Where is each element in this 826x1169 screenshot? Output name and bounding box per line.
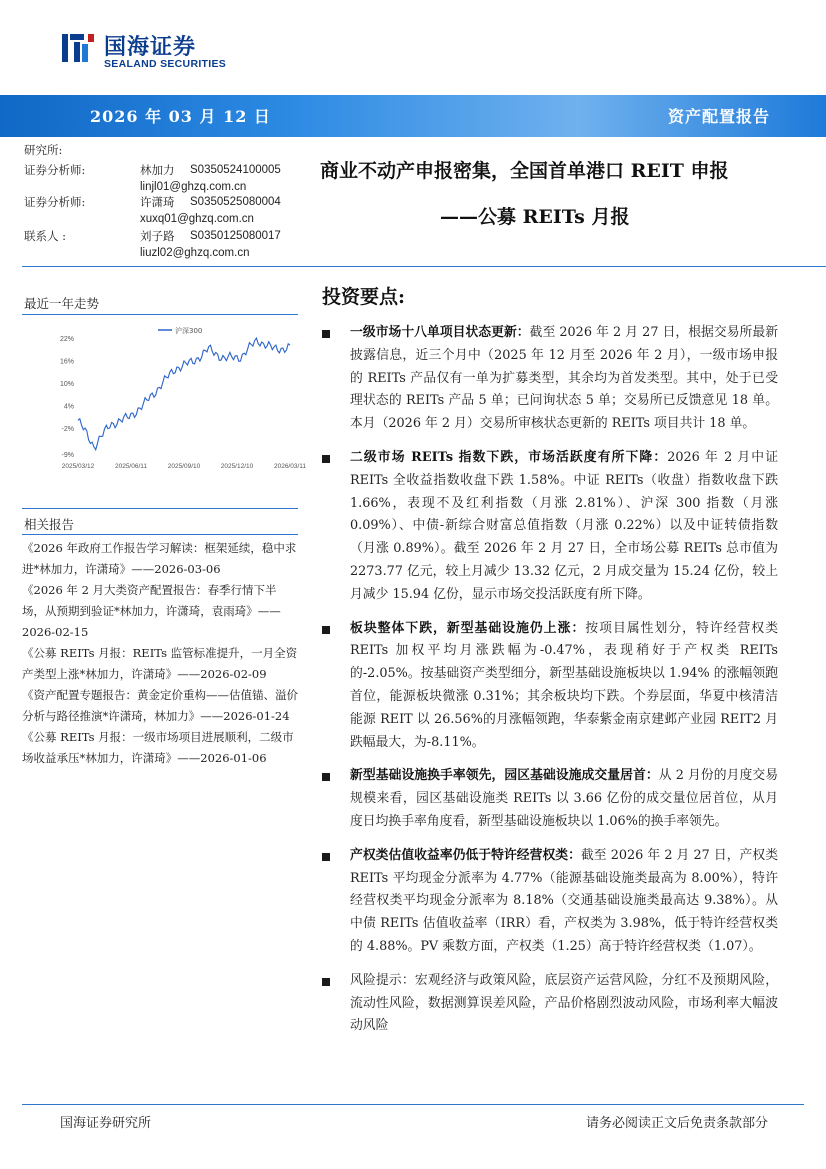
hs300-trend-chart — [40, 320, 307, 480]
bullet-square-icon — [322, 626, 330, 634]
bullet-square-icon — [322, 853, 330, 861]
related-report-item[interactable]: 《公募 REITs 月报：REITs 监管标准提升，一月全资产类型上涨*林加力，许潇琦》——2026-02-09 — [22, 646, 298, 681]
key-point-lead: 产权类估值收益率仍低于特许经营权类： — [350, 847, 581, 863]
contact-cert: S0350125080017 — [190, 230, 281, 242]
y-tick-label: 4% — [63, 403, 74, 411]
related-report-item[interactable]: 《资产配置专题报告：黄金定价重构——估值锚、溢价分析与路径推演*许潇琦，林加力》——2026-01-24 — [22, 688, 298, 723]
logo-english-name: SEALAND SECURITIES — [104, 58, 227, 70]
related-heading: 相关报告 — [24, 517, 75, 532]
analyst-email-2[interactable]: xuxq01@ghzq.com.cn — [140, 213, 254, 225]
analyst-email-1[interactable]: linjl01@ghzq.com.cn — [140, 181, 247, 193]
analyst-cert-1: S0350524100005 — [190, 164, 281, 176]
analyst-role-2: 证券分析师: — [24, 195, 86, 209]
risk-warning-text: 风险提示：宏观经济与政策风险，底层资产运营风险，分红不及预期风险，流动性风险，数据测算误差风险，产品价格剧烈波动风险，市场利率大幅波动风险 — [350, 972, 778, 1034]
footer-disclaimer: 请务必阅读正文后免责条款部分 — [585, 1116, 768, 1131]
related-divider — [22, 534, 298, 535]
analyst-name-1: 林加力 — [140, 163, 175, 177]
footer-institute: 国海证券研究所 — [60, 1116, 152, 1131]
y-tick-label: 22% — [59, 336, 74, 343]
related-report-item[interactable]: 《公募 REITs 月报：一级市场项目进展顺利，二级市场收益承压*林加力，许潇琦》——2026-01-06 — [22, 730, 294, 765]
related-reports-list — [22, 538, 298, 769]
risk-warning-item — [322, 970, 778, 1038]
key-point-item — [322, 765, 778, 833]
chart-divider — [22, 508, 298, 509]
key-point-item — [322, 322, 778, 436]
y-tick-label: 16% — [59, 358, 74, 366]
contact-email[interactable]: liuzl02@ghzq.com.cn — [140, 247, 250, 259]
report-subtitle: ——公募 REITs 月报 — [440, 206, 630, 228]
report-title: 商业不动产申报密集，全国首单港口 REIT 申报 — [320, 160, 729, 182]
key-points-heading: 投资要点: — [322, 286, 406, 308]
contact-name: 刘子路 — [140, 229, 175, 243]
analyst-name-2: 许潇琦 — [140, 195, 175, 209]
key-point-text: 从 2 月份的月度交易规模来看，园区基础设施类 REITs 以 3.66 亿份的成交量位居首位，从月度日均换手率角度看，新型基础设施板块以 1.06%的换手率领先。 — [350, 768, 779, 829]
legend-label: 沪深300 — [175, 327, 203, 335]
bullet-square-icon — [322, 773, 330, 781]
x-tick-label: 2025/03/12 — [61, 463, 95, 470]
x-tick-label: 2025/09/10 — [167, 463, 201, 470]
report-type: 资产配置报告 — [667, 107, 770, 126]
key-point-text: 2026 年 2 月中证 REITs 全收益指数收盘下跌 1.58%。中证 REITs（收盘）指数收盘下跌 1.66%，表现不及红利指数（月涨 2.81%）、沪深 300 指数（月涨 0.09%）、中债-新综合财富总值指数（月涨 0.22%）以及中证转债指数（月涨 0.89%）。截至 2026 年 2 月 27 日，全市场公募 REITs 总市值为 2273.77 亿元，较上月减少 13.32 亿元，2 月成交量为 15.24 亿份，较上月减少 15.94 亿份，显示市场交投活跃度有所下降。 — [350, 449, 778, 602]
trend-heading: 最近一年走势 — [24, 296, 100, 311]
key-point-lead: 新型基础设施换手率领先，园区基础设施成交量居首： — [350, 768, 659, 784]
key-point-item — [322, 618, 778, 755]
bullet-square-icon — [322, 978, 330, 986]
key-point-text: 截至 2026 年 2 月 27 日，产权类 REITs 平均现金分派率为 4.77%（能源基础设施类最高为 8.00%），特许经营权类平均现金分派率为 8.18%（交通基础设施类最高达 9.38%）。从中债 REITs 估值收益率（IRR）看，产权类为 3.98%，低于特许经营权类的 4.88%。PV 乘数方面，产权类（1.25）高于特许经营权类（1.07）。 — [350, 847, 778, 954]
logo-chinese-name: 国海证券 — [104, 35, 197, 60]
key-point-lead: 板块整体下跌，新型基础设施仍上涨： — [350, 620, 586, 636]
key-point-text: 按项目属性划分，特许经营权类 REITs 加权平均月涨跌幅为-0.47%，表现稍好于产权类 REITs 的-2.05%。按基础资产类型细分，新型基础设施板块以 1.94% 的涨幅领跑首位，能源板块微涨 0.31%；其余板块均下跌。个券层面，华夏中核清洁能源 REIT 以 26.56%的月涨幅领跑，华泰紫金南京建邺产业园 REIT2 月跌幅最大，为-8.11%。 — [350, 620, 779, 750]
related-report-item[interactable]: 《2026 年 2 月大类资产配置报告：春季行情下半场，从预期到验证*林加力，许潇琦，袁雨琦》——2026-02-15 — [22, 583, 281, 639]
y-tick-label: 10% — [59, 380, 74, 388]
sealand-logo-icon — [60, 30, 96, 66]
bullet-square-icon — [322, 330, 330, 338]
x-tick-label: 2025/06/11 — [114, 463, 148, 470]
x-tick-label: 2026/03/11 — [273, 463, 307, 470]
key-point-item — [322, 845, 778, 959]
key-points-list — [322, 322, 778, 1049]
institute-label: 研究所: — [24, 143, 63, 157]
contact-role: 联系人 : — [24, 229, 67, 243]
y-tick-label: -2% — [61, 425, 74, 433]
report-date: 2026 年 03 月 12 日 — [90, 107, 271, 126]
trend-divider — [22, 314, 298, 315]
related-report-item[interactable]: 《2026 年政府工作报告学习解读：框架延续，稳中求进*林加力，许潇琦》——2026-03-06 — [22, 541, 297, 576]
key-point-item — [322, 447, 778, 607]
key-point-lead: 二级市场 REITs 指数下跌，市场活跃度有所下降： — [350, 449, 668, 465]
key-point-lead: 一级市场十八单项目状态更新： — [350, 325, 530, 340]
y-tick-label: -9% — [61, 452, 74, 459]
key-point-text: 截至 2026 年 2 月 27 日，根据交易所最新披露信息，近三个月中（2025 年 12 月至 2026 年 2 月），一级市场申报的 REITs 产品仅有一单为扩募类型，其余均为首发类型。其中，处于已受理状态的 REITs 产品 5 单；已问询状态 5 单；交易所已反馈意见 18 单。本月（2026 年 2 月）交易所审核状态更新的 REITs 项目共计 18 单。 — [350, 325, 779, 432]
analyst-cert-2: S0350525080004 — [190, 196, 281, 208]
analyst-role-1: 证券分析师: — [24, 163, 86, 177]
bullet-square-icon — [322, 455, 330, 463]
x-tick-label: 2025/12/10 — [220, 463, 254, 470]
header-divider — [22, 266, 826, 267]
footer-divider — [22, 1104, 804, 1105]
